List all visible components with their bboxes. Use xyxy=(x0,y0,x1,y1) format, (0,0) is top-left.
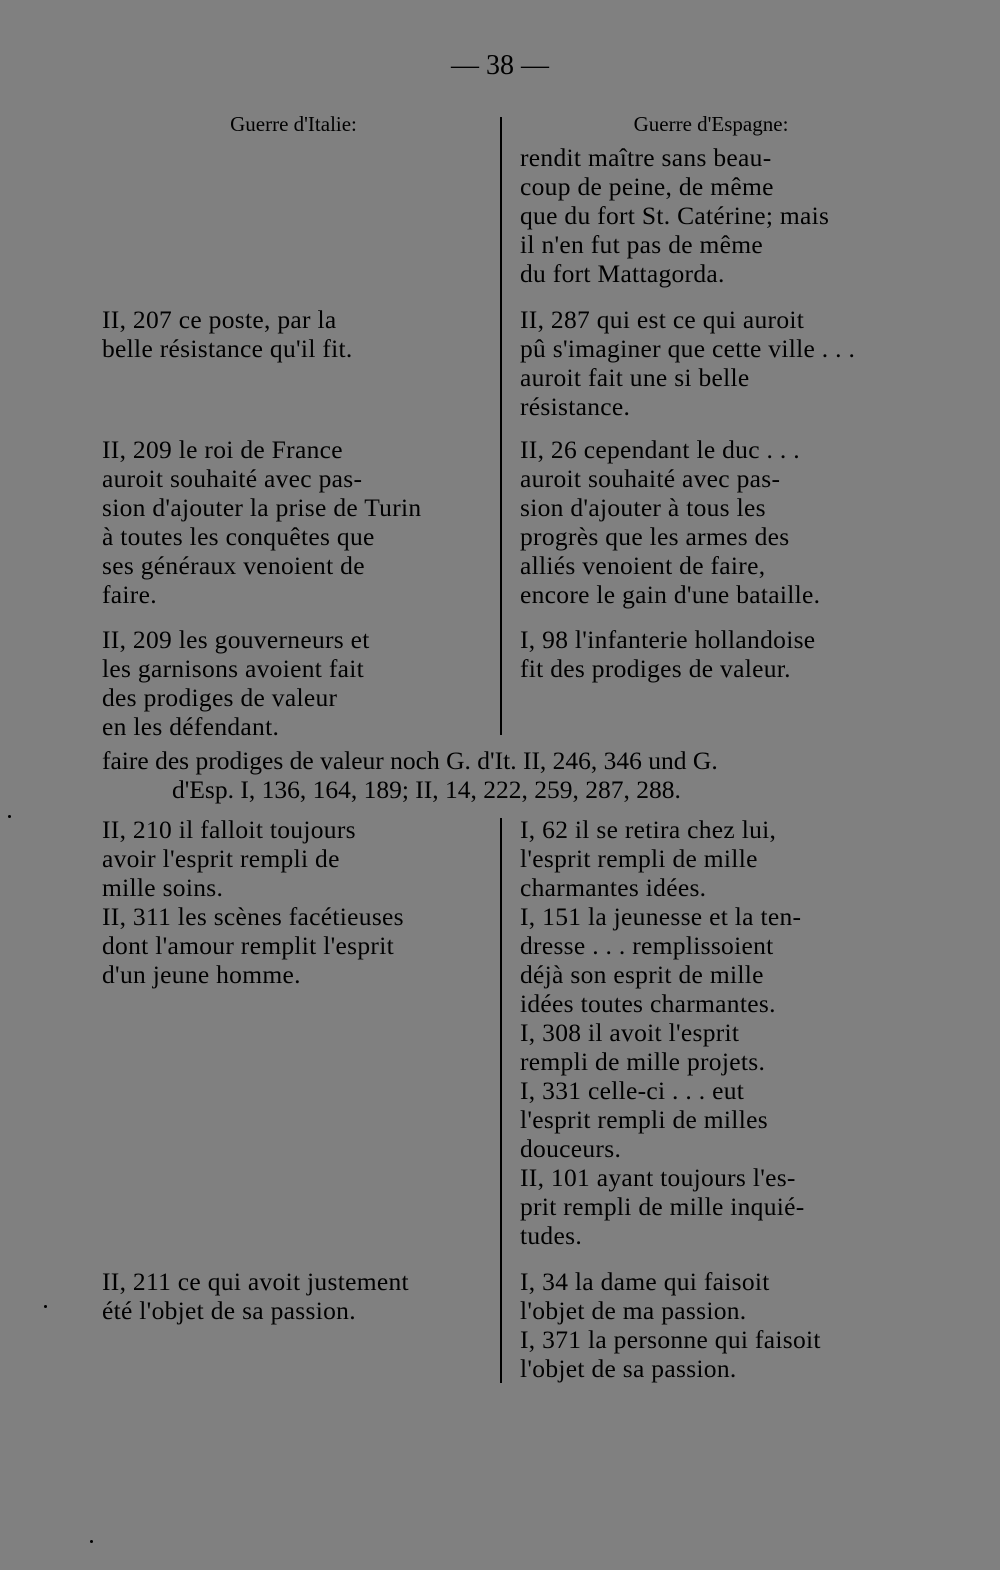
left-entry xyxy=(102,625,485,741)
text-line: ses généraux venoient de xyxy=(102,551,365,580)
text-line: prit rempli de mille inquié- xyxy=(520,1192,805,1221)
left-column-header: Guerre d'Italie: xyxy=(230,112,357,136)
text-line: charmantes idées. xyxy=(520,873,707,902)
left-entry xyxy=(102,435,485,609)
left-entry xyxy=(102,815,485,902)
text-line: coup de peine, de même xyxy=(520,172,774,201)
text-line: II, 26 cependant le duc . . . xyxy=(520,435,800,464)
text-line: dresse . . . remplissoient xyxy=(520,931,774,960)
text-line: il n'en fut pas de même xyxy=(520,230,764,259)
text-line: faire. xyxy=(102,580,157,609)
text-line: auroit souhaité avec pas- xyxy=(102,464,363,493)
right-entry xyxy=(520,1018,902,1076)
text-line: I, 98 l'infanterie hollandoise xyxy=(520,625,816,654)
text-line: II, 101 ayant toujours l'es- xyxy=(520,1163,796,1192)
right-entry xyxy=(520,1076,902,1163)
text-line: II, 207 ce poste, par la xyxy=(102,305,337,334)
text-line: II, 311 les scènes facétieuses xyxy=(102,902,404,931)
right-column-header: Guerre d'Espagne: xyxy=(633,112,789,136)
text-line: I, 151 la jeunesse et la ten- xyxy=(520,902,802,931)
right-entry xyxy=(520,1267,902,1325)
text-line: déjà son esprit de mille xyxy=(520,960,764,989)
text-line: l'objet de sa passion. xyxy=(520,1354,737,1383)
text-line: I, 308 il avoit l'esprit xyxy=(520,1018,740,1047)
text-line: dont l'amour remplit l'esprit xyxy=(102,931,394,960)
text-line: d'un jeune homme. xyxy=(102,960,301,989)
text-line: en les défendant. xyxy=(102,712,280,741)
text-line: avoir l'esprit rempli de xyxy=(102,844,340,873)
right-entry xyxy=(520,1163,902,1250)
text-line: auroit fait une si belle xyxy=(520,363,750,392)
text-line: I, 371 la personne qui faisoit xyxy=(520,1325,821,1354)
column-divider-top xyxy=(500,117,502,735)
text-line: belle résistance qu'il fit. xyxy=(102,334,353,363)
text-line: à toutes les conquêtes que xyxy=(102,522,375,551)
scan-speck xyxy=(44,1305,47,1308)
text-line: II, 210 il falloit toujours xyxy=(102,815,356,844)
left-entry xyxy=(102,902,485,989)
text-line: II, 287 qui est ce qui auroit xyxy=(520,305,805,334)
page-number: — 38 — xyxy=(451,50,549,81)
text-line: encore le gain d'une bataille. xyxy=(520,580,821,609)
text-line: douceurs. xyxy=(520,1134,622,1163)
text-line: résistance. xyxy=(520,392,631,421)
text-line: les garnisons avoient fait xyxy=(102,654,365,683)
text-line: sion d'ajouter la prise de Turin xyxy=(102,493,422,522)
left-entry xyxy=(102,1267,485,1325)
text-line: l'esprit rempli de mille xyxy=(520,844,758,873)
text-line: que du fort St. Catérine; mais xyxy=(520,201,830,230)
right-entry xyxy=(520,305,902,421)
right-entry xyxy=(520,815,902,902)
right-entry xyxy=(520,625,902,683)
cross-reference-note xyxy=(102,746,902,804)
text-line: fit des prodiges de valeur. xyxy=(520,654,791,683)
text-line: été l'objet de sa passion. xyxy=(102,1296,356,1325)
right-entry xyxy=(520,902,902,1018)
right-entry xyxy=(520,435,902,609)
text-line: I, 34 la dame qui faisoit xyxy=(520,1267,770,1296)
text-line: rendit maître sans beau- xyxy=(520,143,772,172)
text-line: d'Esp. I, 136, 164, 189; II, 14, 222, 259, 287, 288. xyxy=(172,775,681,804)
right-continuation-paragraph xyxy=(520,143,902,288)
left-entry xyxy=(102,305,485,363)
text-line: II, 209 le roi de France xyxy=(102,435,343,464)
scan-speck xyxy=(90,1540,93,1543)
text-line: sion d'ajouter à tous les xyxy=(520,493,766,522)
text-line: auroit souhaité avec pas- xyxy=(520,464,781,493)
text-line: idées toutes charmantes. xyxy=(520,989,776,1018)
text-line: progrès que les armes des xyxy=(520,522,790,551)
right-entry xyxy=(520,1325,902,1383)
text-line: I, 62 il se retira chez lui, xyxy=(520,815,777,844)
text-line: du fort Mattagorda. xyxy=(520,259,725,288)
text-line: rempli de mille projets. xyxy=(520,1047,766,1076)
column-divider-bottom xyxy=(500,818,502,1383)
scan-speck xyxy=(8,815,11,818)
text-line: II, 209 les gouverneurs et xyxy=(102,625,370,654)
text-line: faire des prodiges de valeur noch G. d'It. II, 246, 346 und G. xyxy=(102,746,718,775)
text-line: pû s'imaginer que cette ville . . . xyxy=(520,334,856,363)
text-line: des prodiges de valeur xyxy=(102,683,338,712)
text-line: II, 211 ce qui avoit justement xyxy=(102,1267,409,1296)
text-line: l'esprit rempli de milles xyxy=(520,1105,768,1134)
text-line: alliés venoient de faire, xyxy=(520,551,766,580)
text-line: mille soins. xyxy=(102,873,224,902)
text-line: l'objet de ma passion. xyxy=(520,1296,747,1325)
text-line: I, 331 celle-ci . . . eut xyxy=(520,1076,745,1105)
text-line: tudes. xyxy=(520,1221,583,1250)
